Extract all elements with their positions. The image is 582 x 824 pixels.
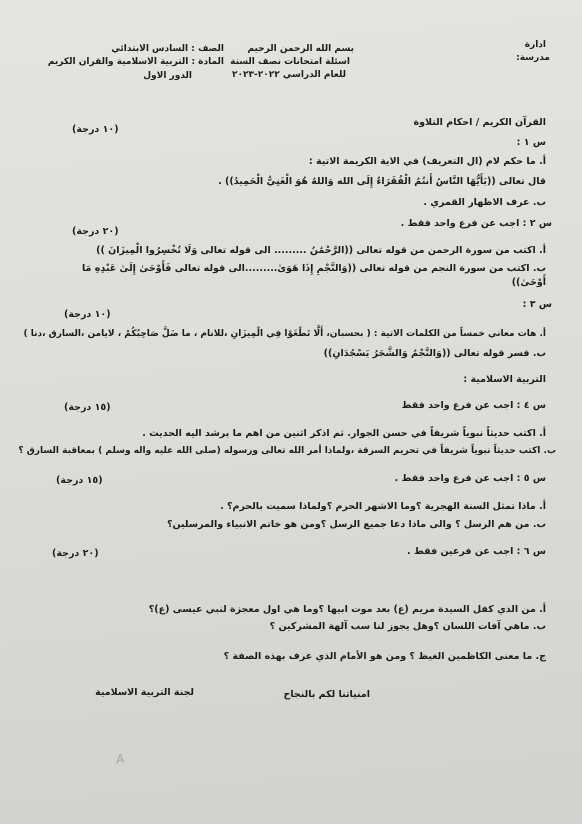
q3-label: س ٣ :: [522, 299, 552, 310]
section-islamic-title: التربية الاسلامية :: [463, 374, 546, 385]
header-basmala: بسم الله الرحمن الرحيم: [247, 44, 354, 54]
q2-marks: (٢٠ درجة): [72, 226, 119, 237]
q6-part-b: ب. ماهي آفات اللسان ؟وهل يجوز لنا سب آلهة المشركين ؟: [269, 621, 546, 632]
q5-part-b: ب. من هم الرسل ؟ والى ماذا دعا جميع الرسل ؟ومن هو خاتم الانبياء والمرسلين؟: [166, 519, 546, 530]
q1-verse: قال تعالى ((يَأَيُّهَا النَّاسُ أَنتُمُ الْفُقَرَاءُ إِلَى الله وَاللهُ هُوَ الْغَنِيُّ الْحَمِيدُ)) .: [218, 176, 546, 187]
q3-part-b: ب. فسر قوله تعالى ((وَالنَّجْمُ وَالشَّجَرُ يَسْجُدَانِ)): [323, 348, 546, 359]
q1-label: س ١ :: [516, 137, 546, 148]
q5-label: س ٥ : اجب عن فرع واحد فقط .: [394, 473, 546, 484]
header-exam-title: اسئلة امتحانات نصف السنة: [230, 57, 350, 67]
header-school: مدرسة:: [516, 53, 550, 63]
q2-part-b: ب. اكتب من سورة النجم من قوله تعالى ((وَالنَّجْمِ إِذَا هَوَىٰ.........الى قوله تعالى فَأَوْحَىٰ إِلَىٰ عَبْدِهِ مَا: [81, 263, 546, 274]
q1-part-a: أ. ما حكم لام (ال التعريف) في الاية الكريمة الاتية :: [308, 156, 546, 167]
q4-marks: (١٥ درجة): [64, 402, 111, 413]
q1-marks: (١٠ درجة): [72, 124, 119, 135]
q1-part-b: ب. عرف الاظهار القمري .: [423, 197, 546, 208]
section-quran-title: القرآن الكريم / احكام التلاوة: [413, 117, 546, 128]
q4-part-a: أ. اكتب حديثاً نبوياً شريفاً في حسن الجوار. ثم اذكر اثنين من اهم ما يرشد اليه الحديث .: [142, 428, 546, 439]
footer-committee: لجنة التربية الاسلامية: [95, 687, 194, 698]
q2-part-a: أ. اكتب من سورة الرحمن من قوله تعالى ((الرَّحْمَٰنُ ......... الى قوله تعالى وَلَا تُخْسِرُوا الْمِيزَانَ )): [96, 245, 546, 256]
header-administration: ادارة: [524, 40, 546, 50]
footer-wish: امنياتنا لكم بالنجاح: [283, 689, 370, 700]
q6-part-a: أ. من الذي كفل السيدة مريم (ع) بعد موت ابيها ؟وما هي اول معجزة لنبي عيسى (ع)؟: [148, 604, 546, 615]
q4-part-b: ب. اكتب حديثاً نبوياً شريفاً في تحريم السرقة ،ولماذا أمر الله تعالى ورسوله (صلى الله عليه واله وسلم ) بمعاقبة السارق ؟: [18, 446, 556, 456]
q6-part-c: ج. ما معنى الكاظمين الغيظ ؟ ومن هو الأمام الذي عرف بهذه الصفة ؟: [223, 651, 546, 662]
header-grade: الصف : السادس الابتدائي: [111, 44, 224, 54]
q6-label: س ٦ : اجب عن فرعين فقط .: [407, 546, 546, 557]
pencil-scribble: A: [114, 751, 126, 767]
header-year: للعام الدراسي ٢٠٢٢-٢٠٢٣: [232, 70, 346, 80]
q3-part-a: أ. هات معاني خمساً من الكلمات الاتية : ( بحسبان، أَلَّا تَطْغَوْا فِي الْمِيزَانِ ،للانام ، ما ضَلَّ صَاحِبُكُمْ ، لايامن ،السارق ،دنا ): [23, 329, 546, 339]
q3-marks: (١٠ درجة): [64, 309, 111, 320]
q2-label: س ٢ : اجب عن فرع واحد فقط .: [400, 218, 552, 229]
q4-label: س ٤ : اجب عن فرع واحد فقط: [401, 400, 546, 411]
header-subject: المادة : التربية الاسلامية والقران الكريم: [47, 57, 224, 67]
q5-marks: (١٥ درجة): [56, 475, 103, 486]
q5-part-a: أ. ماذا تمثل السنة الهجرية ؟وما الاشهر الحرم ؟ولماذا سميت بالحرم؟ .: [220, 501, 546, 512]
header-round: الدور الاول: [143, 71, 192, 81]
q6-marks: (٢٠ درجة): [52, 548, 99, 559]
q2-part-b-end: أَوْحَىٰ)): [511, 277, 546, 288]
